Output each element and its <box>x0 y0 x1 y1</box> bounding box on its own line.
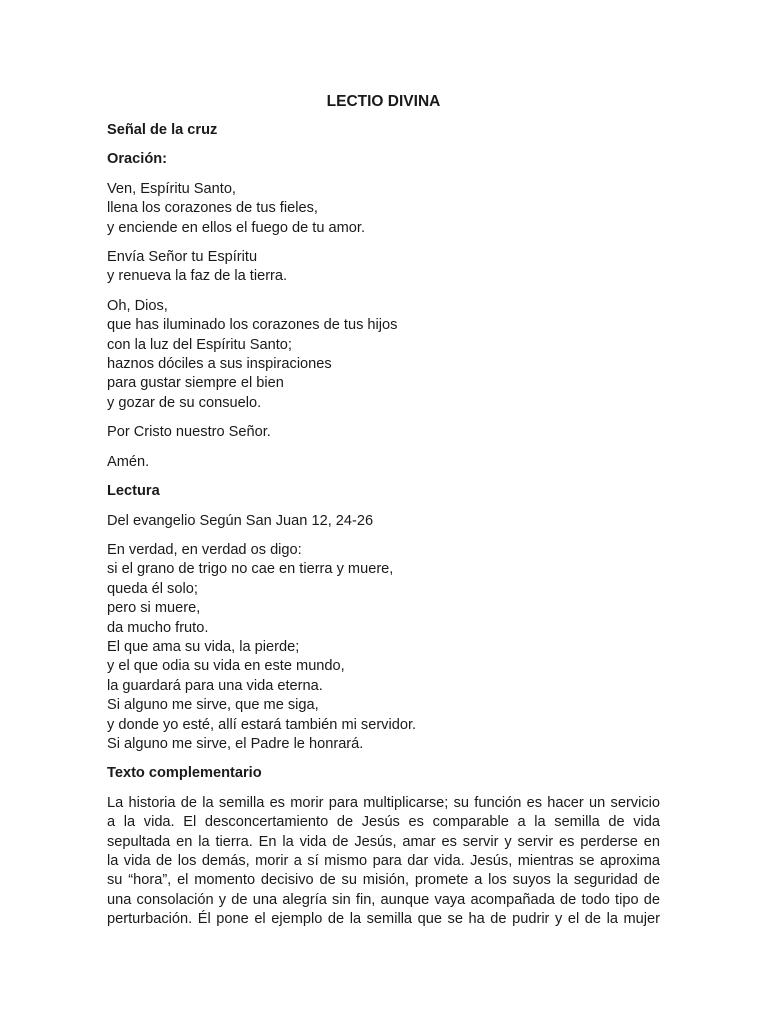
prayer-line: y renueva la faz de la tierra. <box>107 268 288 285</box>
complementary-line: la vida de los demás, morir a sí mismo para dar vida. Jesús, mientras se aproxima <box>107 852 660 869</box>
document-title: LECTIO DIVINA <box>326 93 441 110</box>
prayer-stanza <box>107 297 660 413</box>
prayer-line: Oh, Dios, <box>107 297 168 314</box>
prayer-line: Envía Señor tu Espíritu <box>107 249 258 266</box>
prayer-line: con la luz del Espíritu Santo; <box>107 336 292 353</box>
reading-line: En verdad, en verdad os digo: <box>107 541 302 558</box>
complementary-line: su “hora”, el momento decisivo de su misión, promete a los suyos la seguridad de <box>107 872 660 889</box>
reading-line: si el grano de trigo no cae en tierra y muere, <box>107 561 394 578</box>
prayer-stanza <box>107 453 660 472</box>
reading-line: pero si muere, <box>107 600 201 617</box>
prayer-line: y gozar de su consuelo. <box>107 394 262 411</box>
reading-line: El que ama su vida, la pierde; <box>107 638 300 655</box>
complementary-line: perturbación. Él pone el ejemplo de la semilla que se ha de pudrir y el de la mujer <box>107 911 660 928</box>
prayer-body <box>107 180 660 472</box>
prayer-line: Ven, Espíritu Santo, <box>107 180 236 197</box>
complementary-line: La historia de la semilla es morir para multiplicarse; su función es hacer un servicio <box>107 794 660 811</box>
reading-line: Si alguno me sirve, que me siga, <box>107 697 319 714</box>
prayer-stanza <box>107 423 660 442</box>
reading-text <box>107 541 660 754</box>
prayer-stanza <box>107 248 660 287</box>
complementary-text <box>107 794 660 930</box>
complementary-line: una consolación y de una alegría sin fin, aunque vaya acompañada de todo tipo de <box>107 891 660 908</box>
prayer-line: para gustar siempre el bien <box>107 375 284 392</box>
sign-of-cross-heading: Señal de la cruz <box>107 122 218 138</box>
prayer-line: y enciende en ellos el fuego de tu amor. <box>107 219 365 236</box>
reading-line: y el que odia su vida en este mundo, <box>107 658 345 675</box>
reading-line: y donde yo esté, allí estará también mi servidor. <box>107 716 417 733</box>
prayer-line: que has iluminado los corazones de tus hijos <box>107 317 398 334</box>
prayer-line: llena los corazones de tus fieles, <box>107 200 318 217</box>
complementary-line: a la vida. El desconcertamiento de Jesús es comparable a la semilla de vida <box>107 814 660 831</box>
complementary-line: sepultada en la tierra. En la vida de Jesús, amar es servir y servir es perderse en <box>107 833 660 850</box>
prayer-heading: Oración: <box>107 151 168 168</box>
complementary-heading: Texto complementario <box>107 765 262 782</box>
prayer-stanza <box>107 180 660 238</box>
reading-heading: Lectura <box>107 483 160 500</box>
reading-reference: Del evangelio Según San Juan 12, 24-26 <box>107 512 374 529</box>
reading-line: la guardará para una vida eterna. <box>107 677 323 694</box>
reading-line: da mucho fruto. <box>107 619 209 636</box>
prayer-line: haznos dóciles a sus inspiraciones <box>107 356 332 373</box>
document-page <box>107 92 660 930</box>
prayer-line: Amén. <box>107 453 150 470</box>
reading-line: queda él solo; <box>107 580 198 597</box>
reading-line: Si alguno me sirve, el Padre le honrará. <box>107 735 364 752</box>
prayer-line: Por Cristo nuestro Señor. <box>107 424 271 441</box>
